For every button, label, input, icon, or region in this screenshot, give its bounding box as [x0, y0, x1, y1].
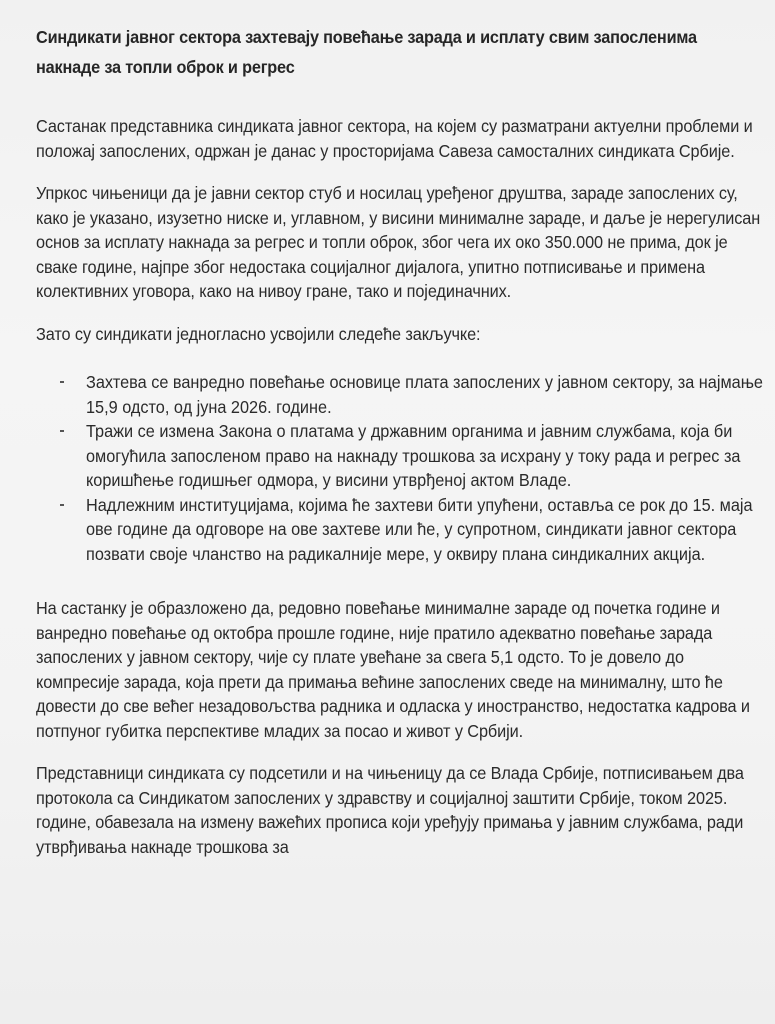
list-item	[36, 370, 775, 419]
bullet-dash-icon	[60, 504, 64, 506]
bullet-dash-icon	[60, 381, 64, 383]
intro-paragraph: Састанак представника синдиката јавног сектора, на којем су разматрани актуелни проблеми и положај запослених, одржан је данас у просторијама Савеза самосталних синдиката Србије.	[36, 116, 753, 161]
list-item-text: Надлежним институцијама, којима ће захтеви бити упућени, оставља се рок до 15. маја ове године да одговоре на ове захтеве или ће, у супротном, синдикати јавног сектора позвати своје чланство на радикалније мере, у оквиру плана синдикалних акција.	[86, 494, 753, 564]
document-page	[36, 22, 771, 859]
conclusions-lead-paragraph: Зато су синдикати једногласно усвојили следеће закључке:	[36, 323, 481, 344]
list-item-text: Захтева се ванредно повећање основице плата запослених у јавном сектору, за најмање 15,9 одсто, од јуна 2026. године.	[86, 372, 763, 417]
list-item-text: Тражи се измена Закона о платама у државним органима и јавним службама, која би омогућила запосленом право на накнаду трошкова за исхрану у току рада и регрес за коришћење годишњег одмора, у висини утврђеној актом Владе.	[86, 421, 741, 490]
list-item	[36, 493, 775, 567]
conclusions-list	[36, 370, 771, 566]
meeting-explanation-paragraph: На састанку је образложено да, редовно повећање минималне зараде од почетка године и ванредно повећање од октобра прошле године, није пратило адекватно повећање зарада запослених у јавном сектору, чије су плате увећане за свега 5,1 одсто. То је довело до компресије зарада, која прети да примања већине запослених сведе на минималну, што ће довести до све већег незадовољства радника и одласка у иностранство, недостатка кадрова и потпуног губитка перспективе младих за посао и живот у Србији.	[36, 598, 750, 741]
document-title: Синдикати јавног сектора захтевају повећање зарада и исплату свим запосленима накнаде за топли оброк и регрес	[36, 27, 697, 77]
government-protocol-paragraph: Представници синдиката су подсетили и на чињеницу да се Влада Србије, потписивањем два протокола са Синдикатом запослених у здравству и социјалној заштити Србије, током 2025. године, обавезала на измену важећих прописа који уређују примања у јавним службама, ради утврђивања накнаде трошкова за	[36, 763, 744, 857]
list-item	[36, 419, 775, 493]
bullet-dash-icon	[60, 430, 64, 432]
context-paragraph: Упркос чињеници да је јавни сектор стуб и носилац уређеног друштва, зараде запослених су, како је указано, изузетно ниске и, углавном, у висини минималне зараде, и даље је нерегулисан основ за исплату накнада за регрес и топли оброк, због чега их око 350.000 не прима, док је сваке године, најпре због недостака социјалног дијалога, упитно потписивање и примена колективних уговора, како на нивоу гране, тако и појединачних.	[36, 183, 761, 301]
